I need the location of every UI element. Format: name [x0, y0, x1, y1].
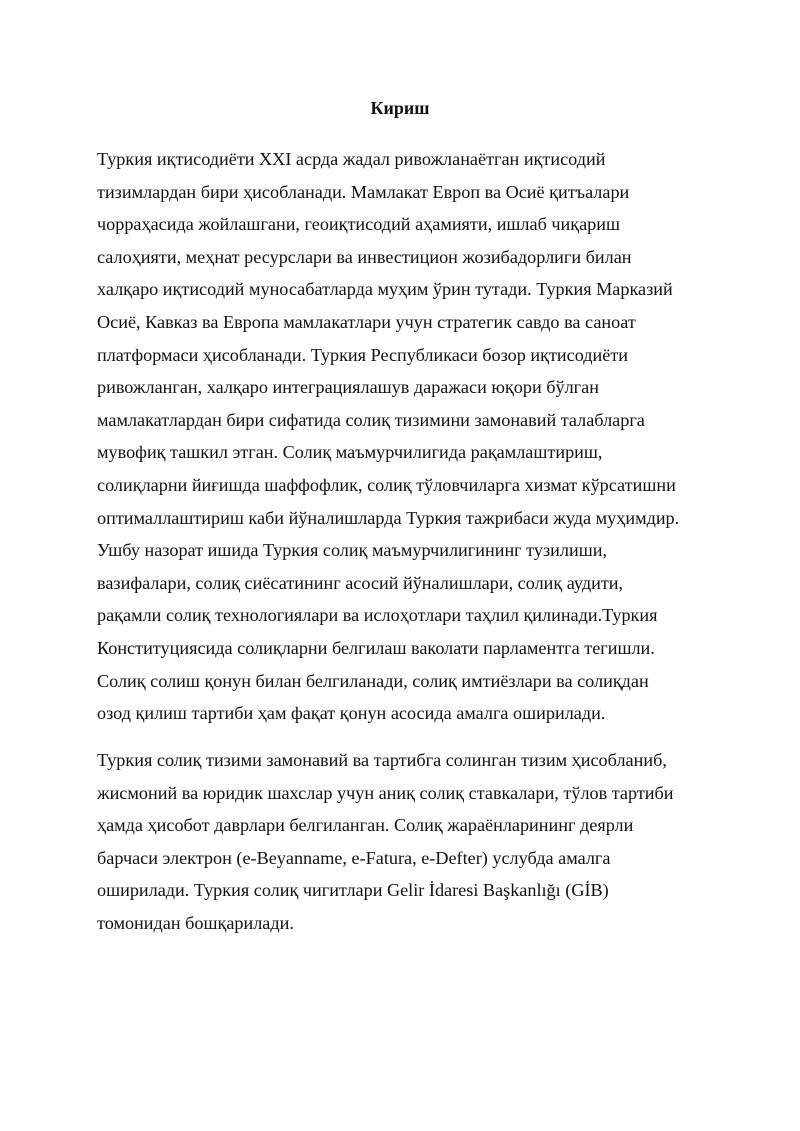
text-line: оптималлаштириш каби йўналишларда Туркия тажрибаси жуда муҳимдир. — [97, 507, 680, 528]
text-line: Солиқ солиш қонун билан белгиланади, солиқ имтиёзлари ва солиқдан — [97, 670, 649, 691]
text-line: солиқларни йиғишда шаффофлик, солиқ тўловчиларга хизмат кўрсатишни — [97, 474, 676, 495]
page-title: Кириш — [370, 98, 430, 118]
text-line: барчаси электрон (e-Beyanname, e-Fatura, e-Defter) услубда амалга — [97, 847, 611, 868]
text-line: Туркия иқтисодиёти XXI асрда жадал ривожланаётган иқтисодий — [97, 149, 606, 169]
text-line: чорраҳасида жойлашгани, геоиқтисодий аҳамияти, ишлаб чиқариш — [97, 214, 621, 235]
text-line: платформаси ҳисобланади. Туркия Республикаси бозор иқтисодиёти — [97, 344, 629, 365]
paragraph-tax-system — [97, 744, 674, 940]
text-line: томонидан бошқарилади. — [97, 912, 294, 933]
text-line: вазифалари, солиқ сиёсатининг асосий йўналишлари, солиқ аудити, — [97, 572, 624, 593]
text-line: жисмоний ва юридик шахслар учун аниқ солиқ ставкалари, тўлов тартиби — [97, 782, 674, 803]
text-line: мамлакатлардан бири сифатида солиқ тизимини замонавий талабларга — [97, 409, 645, 430]
text-line: Туркия солиқ тизими замонавий ва тартибга солинган тизим ҳисобланиб, — [97, 750, 667, 770]
text-line: халқаро иқтисодий муносабатларда муҳим ўрин тутади. Туркия Марказий — [97, 279, 673, 300]
text-line: Осиё, Кавказ ва Европа мамлакатлари учун стратегик савдо ва саноат — [97, 311, 636, 332]
text-line: озод қилиш тартиби ҳам фақат қонун асосида амалга оширилади. — [97, 703, 606, 724]
text-line: рақамли солиқ технологиялари ва ислоҳотлари таҳлил қилинади.Туркия — [97, 605, 658, 626]
text-line: Конституциясида солиқларни белгилаш ваколати парламентга тегишли. — [97, 637, 655, 658]
paragraph-introduction — [97, 143, 679, 730]
text-line: мувофиқ ташкил этган. Солиқ маъмурчилигида рақамлаштириш, — [97, 442, 603, 463]
text-line: тизимлардан бири ҳисобланади. Мамлакат Европ ва Осиё қитъалари — [97, 181, 630, 202]
text-line: салоҳияти, меҳнат ресурслари ва инвестицион жозибадорлиги билан — [97, 246, 632, 267]
text-line: оширилади. Туркия солиқ чигитлари Gelir İdaresi Başkanlığı (GİB) — [97, 880, 609, 901]
text-line: ривожланган, халқаро интеграциялашув даражаси юқори бўлган — [97, 377, 599, 398]
text-line: Ушбу назорат ишида Туркия солиқ маъмурчилигининг тузилиши, — [97, 540, 607, 561]
text-line: ҳамда ҳисобот даврлари белгиланган. Солиқ жараёнларининг деярли — [97, 815, 634, 836]
